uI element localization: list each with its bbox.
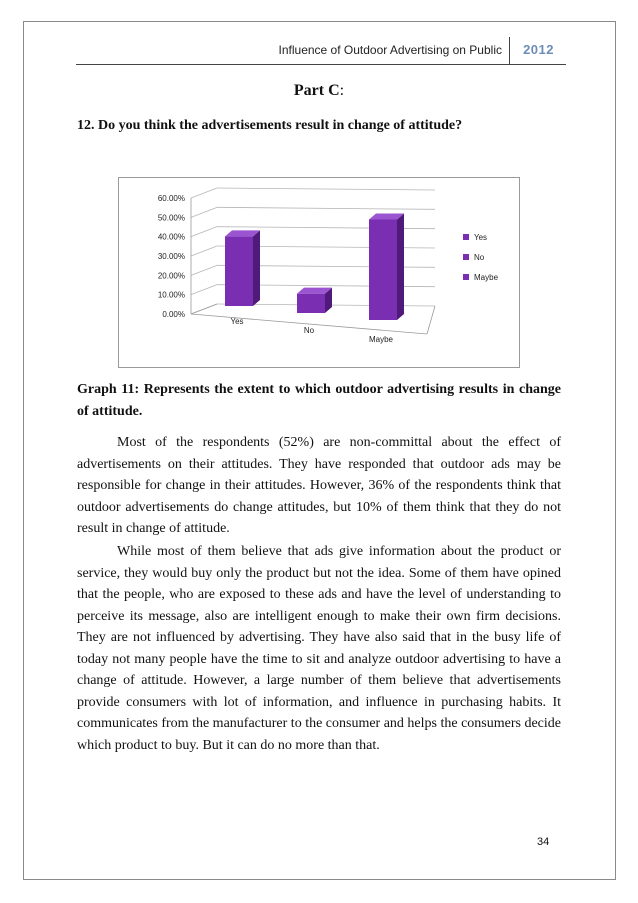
gridline-side (191, 188, 217, 198)
part-title-text: Part C (293, 82, 340, 99)
x-tick-label: No (303, 326, 315, 335)
bar-no (297, 294, 325, 313)
gridline-side (191, 207, 217, 217)
legend-swatch (463, 254, 469, 260)
header-divider (509, 37, 510, 64)
y-tick-label: 50.00% (157, 213, 185, 223)
bar-maybe (369, 219, 397, 320)
gridline-side (191, 285, 217, 295)
question-heading: 12. Do you think the advertisements result in change of attitude? (77, 118, 463, 133)
legend-label: Yes (474, 233, 488, 242)
gridline (217, 188, 435, 190)
gridline-side (191, 265, 217, 275)
chart-canvas (119, 178, 521, 369)
body-paragraph-2: While most of them believe that ads give information about the product or service, they would buy only the product but not the idea. Some of them have opined that the people, who are exposed to these ads and have the level of understanding to perceive its message, also are intelligent enough to make their own firm decisions. They are not influenced by advertising. They have also said that in the busy life of today not many people have the time to sit and analyze outdoor advertising to have a change of attitude. However, a large number of them believe that advertisements provide consumers with lot of information, and influence in purchasing habits. It communicates from the manufacturer to the consumer and helps the consumers decide which product to buy. But it can do no more than that. (77, 544, 561, 753)
y-tick-label: 30.00% (157, 252, 185, 261)
header-year: 2012 (523, 42, 554, 57)
gridline (217, 207, 435, 209)
body-paragraph-1: Most of the respondents (52%) are non-committal about the effect of advertisements on their attitudes. They have responded that outdoor ads may be responsible for change in their attitudes. However, 36% of the respondents think that outdoor advertisements do change attitudes, but 10% of them think that they do not result in change of attitude. (77, 435, 561, 536)
bar-yes (225, 236, 253, 306)
running-header (76, 34, 566, 65)
bar-side-yes (253, 230, 260, 306)
gridline-side (191, 227, 217, 237)
header-title: Influence of Outdoor Advertising on Public (278, 43, 502, 57)
legend-swatch (463, 234, 469, 240)
y-tick-label: 60.00% (157, 194, 185, 203)
floor-edge-left (191, 304, 217, 314)
legend-swatch (463, 274, 469, 280)
gridline-side (191, 246, 217, 256)
y-tick-label: 20.00% (157, 271, 185, 281)
floor-edge-right (427, 306, 435, 334)
x-tick-label: Maybe (368, 335, 394, 344)
bar-chart (118, 177, 520, 368)
x-tick-label: Yes (230, 317, 244, 326)
graph-caption: Graph 11: Represents the extent to which outdoor advertising results in change of attitude. (77, 382, 561, 419)
part-title (0, 82, 638, 100)
y-tick-label: 40.00% (157, 232, 185, 242)
y-tick-label: 10.00% (157, 290, 185, 300)
legend-label: No (474, 253, 485, 262)
y-tick-label: 0.00% (162, 310, 185, 319)
page-number: 34 (537, 836, 550, 848)
legend-label: Maybe (474, 273, 499, 282)
bar-side-maybe (397, 213, 404, 320)
part-title-colon: : (339, 82, 345, 99)
